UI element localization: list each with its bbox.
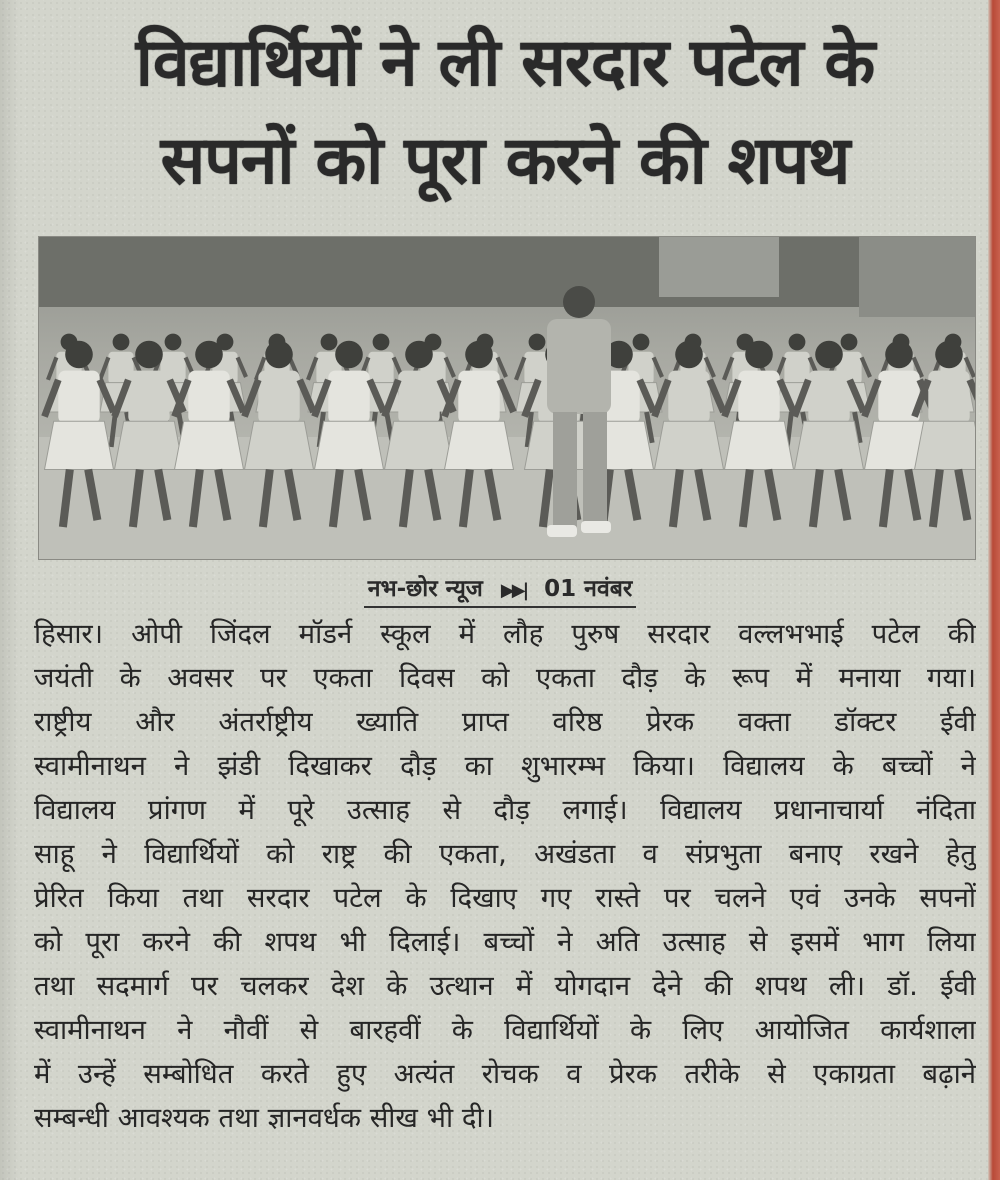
running-students-image [39,237,975,559]
byline-source: नभ-छोर न्यूज [367,576,483,602]
article-line: तथा सदमार्ग पर चलकर देश के उत्थान में योगदान देने की शपथ ली। डॉ. ईवी [34,970,976,1002]
byline-date: 01 नवंबर [544,576,633,602]
article-line: सम्बन्धी आवश्यक तथा ज्ञानवर्धक सीख भी दी। [34,1102,494,1134]
article-body [34,612,976,1140]
article-line: हिसार। ओपी जिंदल मॉडर्न स्कूल में लौह पुरुष सरदार वल्लभभाई पटेल की [34,618,976,650]
byline [0,574,1000,608]
article-line: में उन्हें सम्बोधित करते हुए अत्यंत रोचक व प्रेरक तरीके से एकाग्रता बढ़ाने [34,1058,976,1090]
headline-line-2: सपनों को पूरा करने की शपथ [160,122,850,199]
article-line: साहू ने विद्यार्थियों को राष्ट्र की एकता, अखंडता व संप्रभुता बनाए रखने हेतु [34,838,976,870]
article-line: राष्ट्रीय और अंतर्राष्ट्रीय ख्याति प्राप्त वरिष्ठ प्रेरक वक्ता डॉक्टर ईवी [34,706,976,738]
headline [30,14,980,210]
article-line: स्वामीनाथन ने झंडी दिखाकर दौड़ का शुभारम्भ किया। विद्यालय के बच्चों ने [34,750,976,782]
article-line: को पूरा करने की शपथ भी दिलाई। बच्चों ने अति उत्साह से इसमें भाग लिया [34,926,976,958]
article-line: विद्यालय प्रांगण में पूरे उत्साह से दौड़ लगाई। विद्यालय प्रधानाचार्या नंदिता [34,794,976,826]
article-line: स्वामीनाथन ने नौवीं से बारहवीं के विद्यार्थियों के लिए आयोजित कार्यशाला [34,1014,976,1046]
article-line: जयंती के अवसर पर एकता दिवस को एकता दौड़ के रूप में मनाया गया। [34,662,976,694]
byline-arrow-icon: ▶▶| [500,580,527,601]
byline-underline [364,574,637,608]
headline-line-1: विद्यार्थियों ने ली सरदार पटेल के [135,24,875,101]
news-photo [38,236,976,560]
article-line: प्रेरित किया तथा सरदार पटेल के दिखाए गए रास्ते पर चलने एवं उनके सपनों [34,882,976,914]
